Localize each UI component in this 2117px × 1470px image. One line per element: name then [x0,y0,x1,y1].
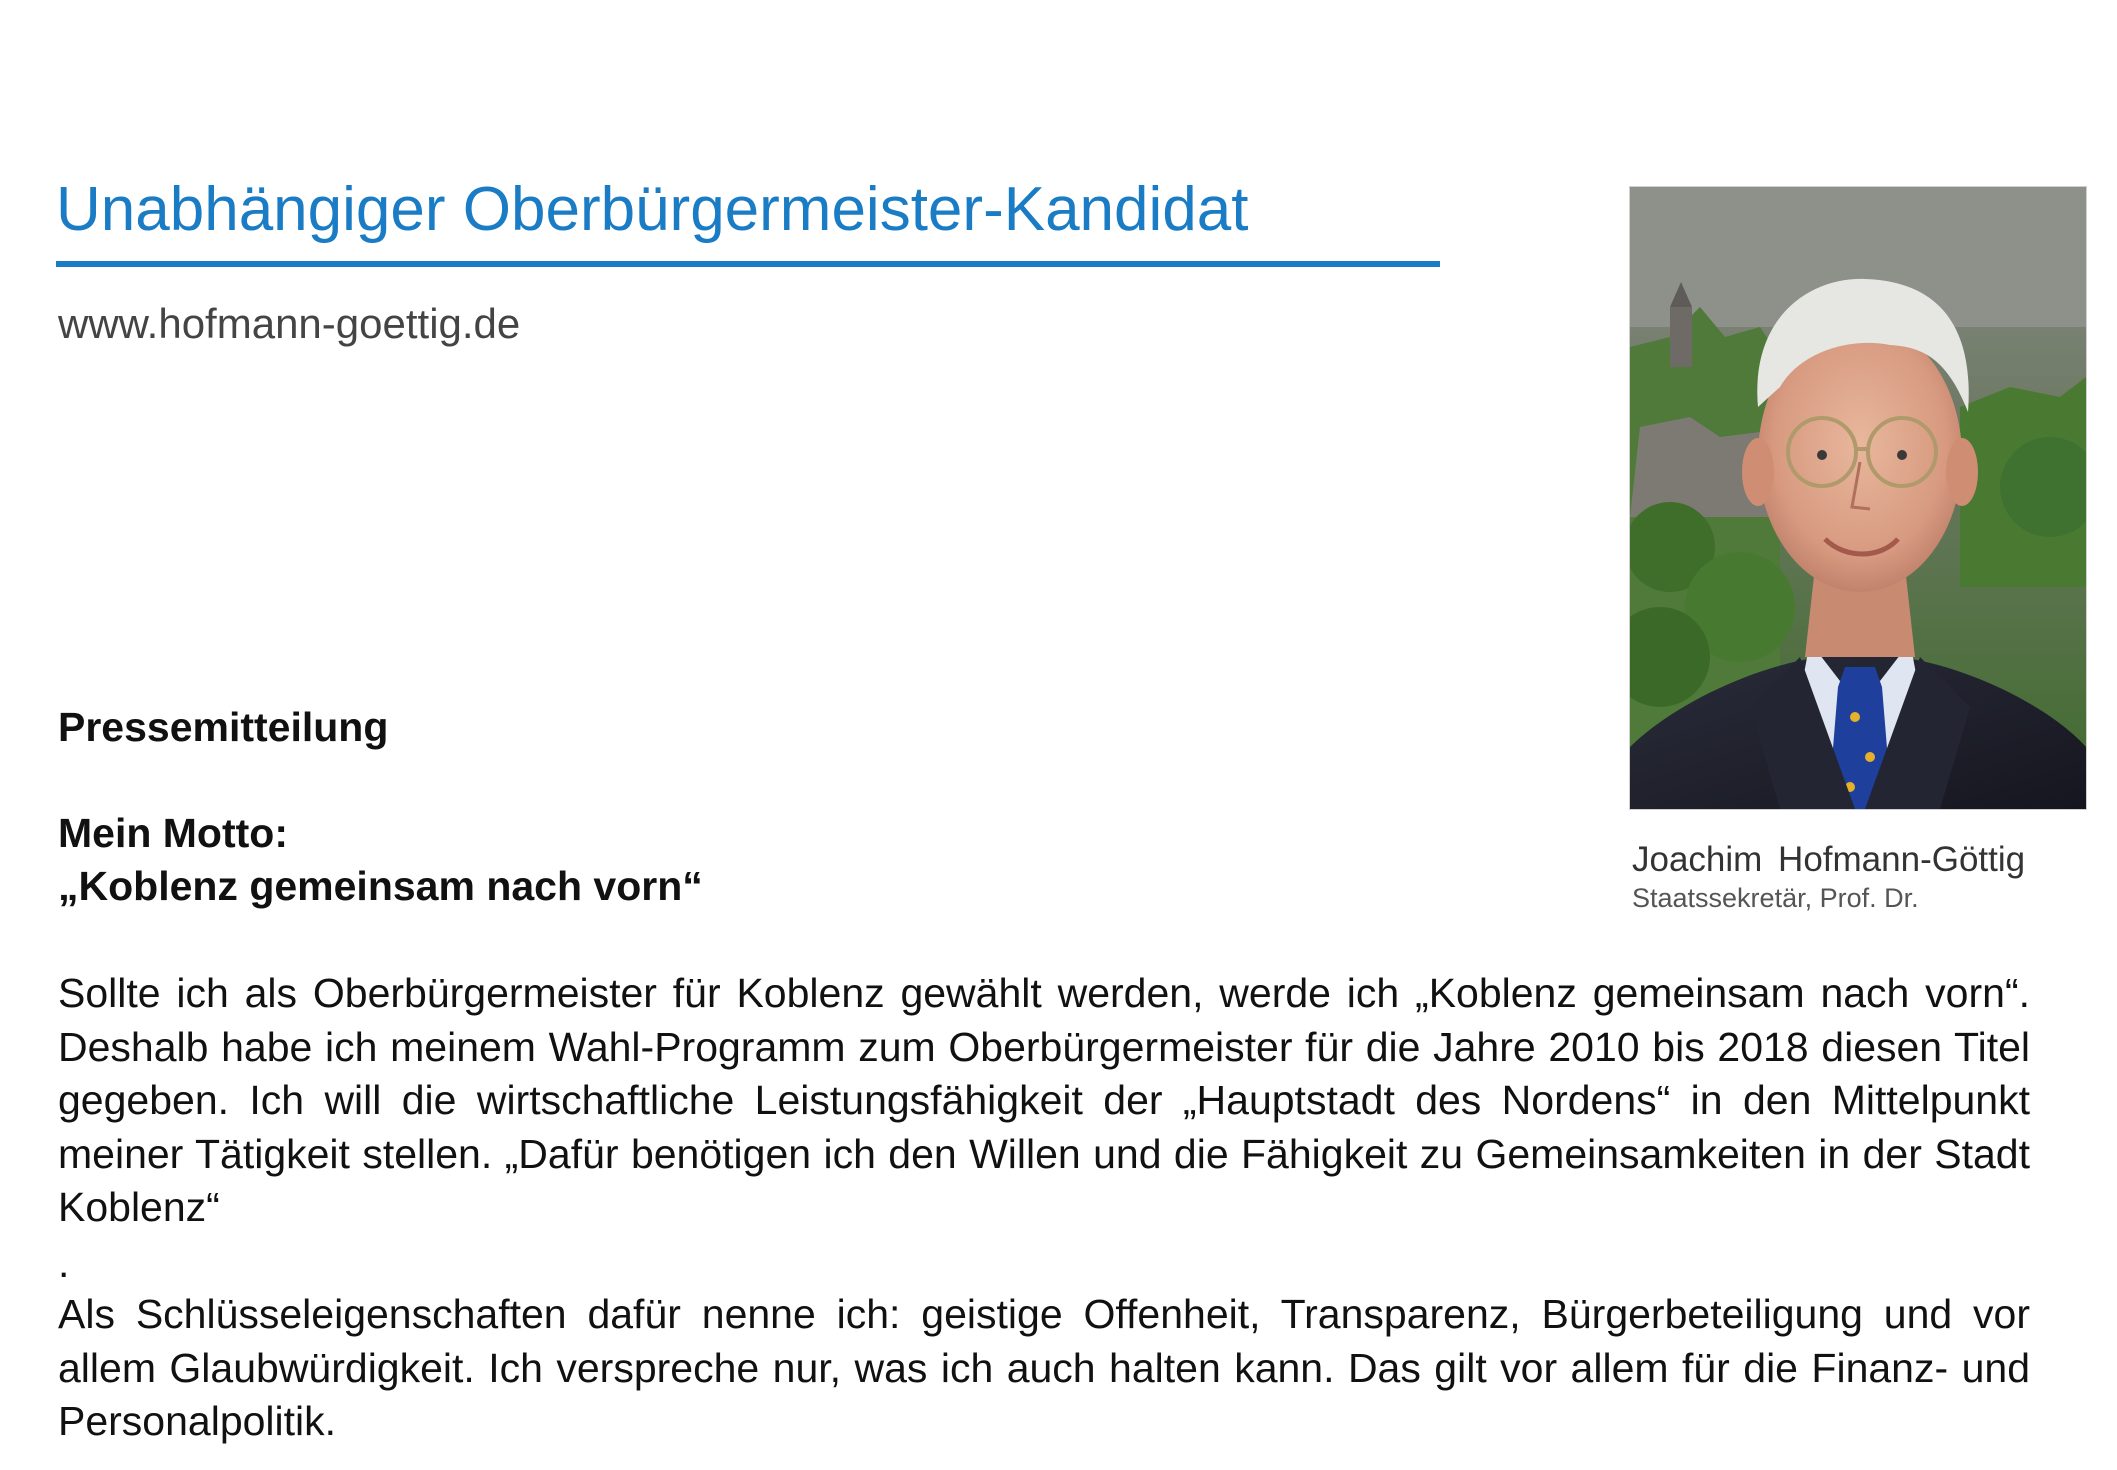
website-url: www.hofmann-goettig.de [58,300,521,347]
body-paragraph-1: Sollte ich als Oberbürgermeister für Koblenz gewählt werden, werde ich „Koblenz gemeinsam nach vorn“. Deshalb habe ich meinem Wahl-Programm zum Oberbürgermeister für die Jahre 2010 bis 2018 diesen Titel gegeben. Ich will die wirtschaftliche Leistungsfähigkeit der „Hauptstadt des Nordens“ in den Mittelpunkt meiner Tätigkeit stellen. „Dafür benötigen ich den Willen und die Fähigkeit zu Gemeinsamkeiten in der Stadt Koblenz“ [58,970,2030,1230]
portrait-caption-title: Staatssekretär, Prof. Dr. [1632,883,1919,913]
portrait-caption-name: Joachim Hofmann-Göttig [1632,840,2026,879]
motto-text: „Koblenz gemeinsam nach vorn“ [58,863,703,909]
motto-label: Mein Motto: [58,810,288,856]
header-title: Unabhängiger Oberbürgermeister-Kandidat [56,175,1249,244]
header-divider [56,261,1440,267]
body-paragraph-2: Als Schlüsseleigenschaften dafür nenne ich: geistige Offenheit, Transparenz, Bürgerbeteiligung und vor allem Glaubwürdigkeit. Ich verspreche nur, was ich auch halten kann. Das gilt vor allem für die Finanz- und Personalpolitik. [58,1291,2030,1444]
candidate-portrait [1629,186,2087,810]
document-type-heading: Pressemitteilung [58,704,389,750]
paragraph-separator: . [58,1240,70,1286]
